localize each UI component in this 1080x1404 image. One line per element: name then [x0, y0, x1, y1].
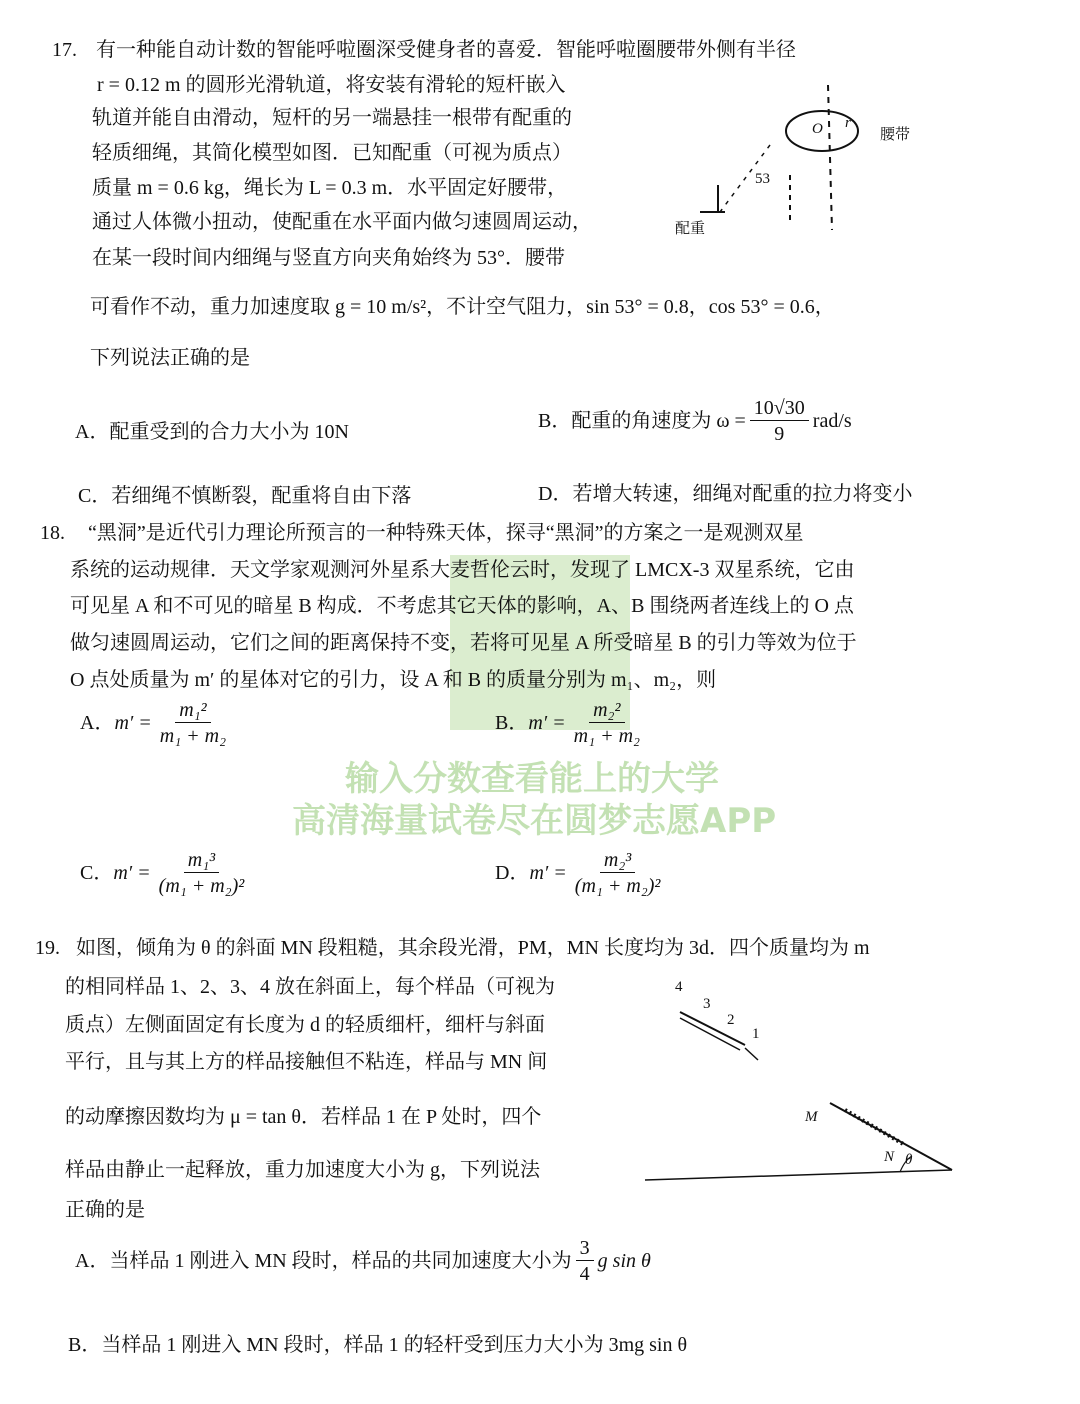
q19-line: 如图，倾角为 θ 的斜面 MN 段粗糙，其余段光滑，PM，MN 长度均为 3d．四个质量均为 m — [76, 937, 870, 959]
q19-number: 19. — [35, 937, 60, 959]
q17-line: 轻质细绳，其简化模型如图．已知配重（可视为质点） — [92, 142, 572, 164]
q18-line: 做匀速圆周运动，它们之间的距离保持不变，若将可见星 A 所受暗星 B 的引力等效为位于 — [70, 632, 857, 654]
fraction — [570, 700, 644, 746]
q17-option-b-text: B．配重的角速度为 ω = — [538, 410, 746, 432]
option-label: C． — [80, 862, 114, 884]
option-label: D． — [495, 862, 530, 884]
q19-line: 正确的是 — [65, 1199, 145, 1221]
q19-line: 质点）左侧面固定有长度为 d 的轻质细杆，细杆与斜面 — [65, 1014, 545, 1036]
option-text: g sin θ — [597, 1250, 651, 1272]
q19-line: 的动摩擦因数均为 μ = tan θ．若样品 1 在 P 处时，四个 — [65, 1106, 542, 1128]
q17-line: 轨道并能自由滑动，短杆的另一端悬挂一根带有配重的 — [92, 107, 572, 129]
q17-line: r = 0.12 m 的圆形光滑轨道，将安装有滑轮的短杆嵌入 — [97, 74, 566, 96]
q17-option-b — [538, 398, 852, 444]
unit: rad/s — [812, 410, 852, 432]
fig-label-angle: 53 — [755, 171, 770, 187]
fraction — [576, 1238, 594, 1284]
numerator: m₁³ — [184, 850, 219, 873]
fig-label-r: r — [845, 115, 851, 131]
fig-label-theta: θ — [905, 1152, 913, 1168]
numerator: m₂³ — [600, 850, 635, 873]
q18-option-a — [80, 700, 234, 746]
q18-line: 系统的运动规律．天文学家观测河外星系大麦哲伦云时，发现了 LMCX-3 双星系统，它由 — [70, 559, 855, 581]
denominator: m₁ + m₂ — [159, 725, 227, 747]
q17-line: 通过人体微小扭动，使配重在水平面内做匀速圆周运动， — [92, 211, 592, 233]
q18-option-c — [80, 850, 252, 896]
fraction — [155, 850, 249, 896]
q17-line: 可看作不动，重力加速度取 g = 10 m/s²，不计空气阻力，sin 53° = 0.8，cos 53° = 0.6， — [90, 296, 835, 318]
fig-label-1: 1 — [752, 1026, 760, 1042]
q17-number: 17. — [52, 39, 77, 61]
q19-option-a — [75, 1238, 651, 1284]
q17-option-d: D．若增大转速，细绳对配重的拉力将变小 — [538, 483, 913, 505]
fig-label-weight: 配重 — [675, 221, 706, 237]
denominator: m₁ + m₂ — [573, 725, 640, 747]
numerator: 10√30 — [750, 398, 809, 421]
fig-label-4: 4 — [675, 979, 683, 995]
formula-lhs: m′ = — [113, 862, 151, 884]
fraction — [571, 850, 665, 896]
formula-lhs: m′ = — [528, 712, 566, 734]
q17-option-a: A．配重受到的合力大小为 10N — [75, 421, 349, 443]
numerator: m₂² — [589, 700, 624, 723]
q17-line: 在某一段时间内细绳与竖直方向夹角始终为 53°．腰带 — [92, 247, 565, 269]
formula-lhs: m′ = — [114, 712, 152, 734]
denominator: 9 — [774, 423, 785, 445]
numerator: 3 — [576, 1238, 594, 1261]
fraction — [750, 398, 809, 444]
watermark-line-1: 输入分数查看能上的大学 — [345, 759, 719, 799]
denominator: (m₁ + m₂)² — [574, 875, 661, 897]
q18-option-b — [495, 700, 648, 746]
option-label: B． — [495, 712, 529, 734]
q18-line: 可见星 A 和不可见的暗星 B 构成．不考虑其它天体的影响，A、B 围绕两者连线上的 O 点 — [70, 595, 854, 617]
q19-option-b: B．当样品 1 刚进入 MN 段时，样品 1 的轻杆受到压力大小为 3mg sin θ — [68, 1334, 688, 1356]
q18-option-d — [495, 850, 668, 896]
option-text: A．当样品 1 刚进入 MN 段时，样品的共同加速度大小为 — [75, 1250, 572, 1272]
fig-label-o: O — [812, 121, 823, 137]
denominator: (m₁ + m₂)² — [158, 875, 245, 897]
q19-line: 平行，且与其上方的样品接触但不粘连，样品与 MN 间 — [65, 1051, 548, 1073]
q19-line: 的相同样品 1、2、3、4 放在斜面上，每个样品（可视为 — [65, 976, 555, 998]
fraction — [156, 700, 230, 746]
numerator: m₁² — [175, 700, 210, 723]
fig-label-n: N — [884, 1149, 895, 1165]
q17-line: 质量 m = 0.6 kg，绳长为 L = 0.3 m．水平固定好腰带， — [92, 177, 568, 199]
watermark-line-2: 高清海量试卷尽在圆梦志愿APP — [292, 801, 777, 841]
q18-number: 18. — [40, 522, 65, 544]
q18-line: “黑洞”是近代引力理论所预言的一种特殊天体，探寻“黑洞”的方案之一是观测双星 — [88, 522, 804, 544]
fig-label-2: 2 — [727, 1012, 735, 1028]
formula-lhs: m′ = — [529, 862, 567, 884]
q17-line: 下列说法正确的是 — [90, 347, 250, 369]
fig-label-m: M — [805, 1109, 818, 1125]
q17-option-c: C．若细绳不慎断裂，配重将自由下落 — [78, 485, 412, 507]
fig-label-3: 3 — [703, 996, 711, 1012]
fig-label-belt: 腰带 — [880, 127, 911, 143]
denominator: 4 — [579, 1263, 590, 1285]
q19-line: 样品由静止一起释放，重力加速度大小为 g，下列说法 — [65, 1159, 540, 1181]
incline-diagram — [0, 0, 1, 1]
q17-line: 有一种能自动计数的智能呼啦圈深受健身者的喜爱．智能呼啦圈腰带外侧有半径 — [96, 39, 796, 61]
option-label: A． — [80, 712, 115, 734]
q18-line: O 点处质量为 m′ 的星体对它的引力，设 A 和 B 的质量分别为 m₁、m₂，则 — [70, 669, 717, 691]
